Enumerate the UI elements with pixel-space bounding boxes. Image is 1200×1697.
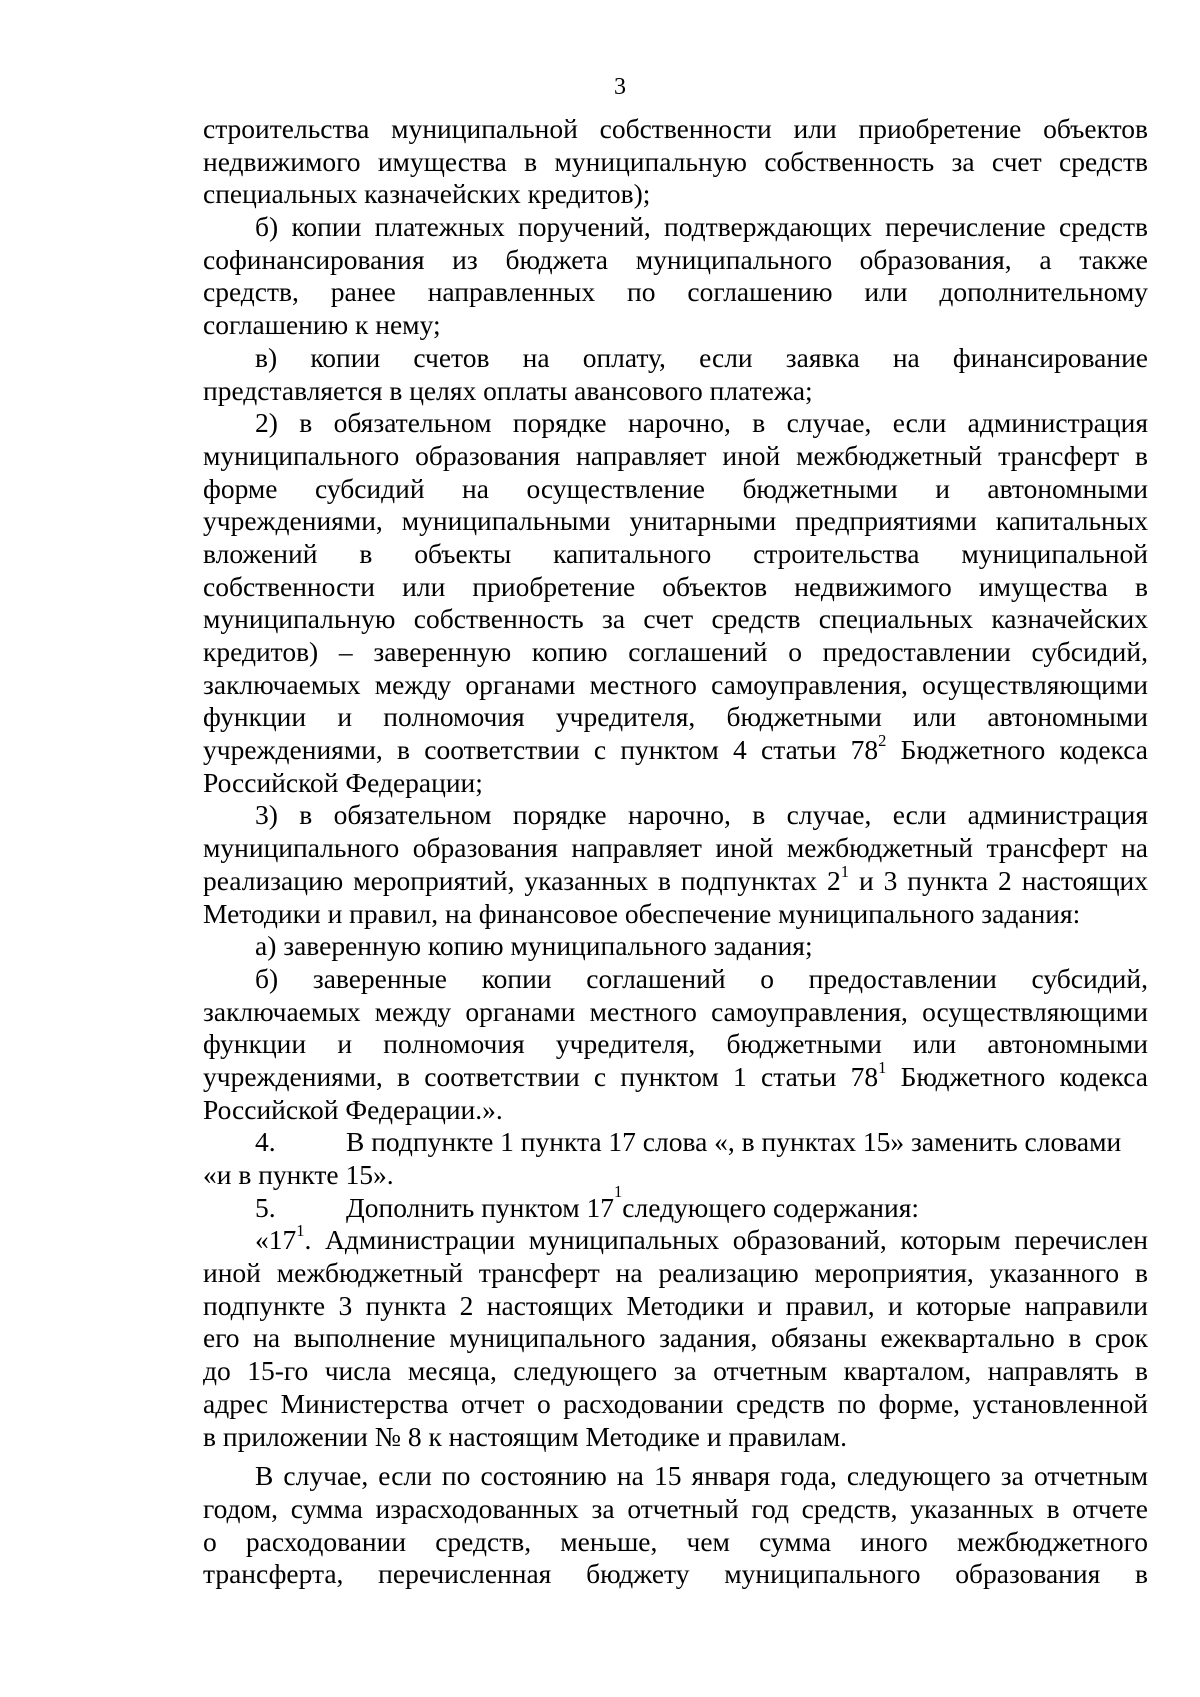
text-line: а) заверенную копию муниципального задания; <box>255 930 813 962</box>
text-line: до 15-го числа месяца, следующего за отчетным кварталом, направлять в <box>203 1355 1148 1387</box>
superscript: 1 <box>878 1057 887 1077</box>
text-line: Российской Федерации; <box>203 766 483 798</box>
text-line: учреждениями, муниципальными унитарными предприятиями капитальных <box>203 505 1148 537</box>
text-line: в приложении № 8 к настоящим Методике и правилам. <box>203 1420 848 1452</box>
text-line: средств, ранее направленных по соглашению или дополнительному <box>203 276 1148 308</box>
item-number: 5. <box>255 1191 276 1223</box>
numbered-item-4: 4. В подпункте 1 пункта 17 слова «, в пунктах 15» заменить словами <box>255 1126 1122 1158</box>
text-line: «и в пункте 15». <box>203 1159 394 1190</box>
text-line: собственности или приобретение объектов недвижимого имущества в <box>203 570 1148 602</box>
text-line: софинансирования из бюджета муниципального образования, а также <box>203 243 1148 275</box>
text-line: в) копии счетов на оплату, если заявка на финансирование <box>255 341 1148 373</box>
text-line: функции и полномочия учредителя, бюджетными или автономными <box>203 1028 1148 1060</box>
superscript: 1 <box>614 1181 623 1201</box>
text-line: представляется в целях оплаты авансового платежа; <box>203 374 813 406</box>
text-line-with-superscript: «$17^1$. Администрации муниципальных образований, которым перечислен <box>255 1221 1148 1256</box>
text-line: б) заверенные копии соглашений о предоставлении субсидий, <box>255 962 1148 994</box>
text-line: б) копии платежных поручений, подтверждающих перечисление средств <box>255 211 1148 243</box>
text-line: соглашению к нему; <box>203 309 441 341</box>
text-line: муниципального образования направляет иной межбюджетный трансферт на <box>203 832 1148 864</box>
text-line: строительства муниципальной собственности или приобретение объектов <box>203 113 1148 144</box>
text-line: его на выполнение муниципального задания, обязаны ежеквартально в срок <box>203 1322 1148 1354</box>
superscript: 1 <box>840 861 849 881</box>
text-line: иной межбюджетный трансферт на реализацию мероприятия, указанного в <box>203 1257 1148 1289</box>
superscript: 2 <box>878 730 887 750</box>
text-line: муниципальную собственность за счет средств специальных казначейских <box>203 603 1148 635</box>
text-line: 3) в обязательном порядке нарочно, в случае, если администрация <box>255 799 1148 831</box>
text-line: функции и полномочия учредителя, бюджетными или автономными <box>203 701 1148 733</box>
numbered-item-5: 5. Дополнить пунктом 17 1 следующего содержания: <box>255 1181 919 1223</box>
text-line: 2) в обязательном порядке нарочно, в случае, если администрация <box>255 407 1148 439</box>
text-line: вложений в объекты капитального строительства муниципальной <box>203 537 1148 569</box>
text-line: недвижимого имущества в муниципальную собственность за счет средств <box>203 145 1148 177</box>
text-line-with-superscript: реализацию мероприятий, указанных в подпунктах $2^1$ и 3 пункта 2 настоящих <box>203 861 1148 896</box>
text-line: В случае, если по состоянию на 15 января года, следующего за отчетным <box>255 1460 1148 1492</box>
text-line: специальных казначейских кредитов); <box>203 178 651 210</box>
text-line-with-superscript: учреждениями, в соответствии с пунктом 1 статьи $78^1$ Бюджетного кодекса <box>203 1057 1148 1092</box>
text-line: Методики и правил, на финансовое обеспечение муниципального задания: <box>203 897 1081 929</box>
text-line: о расходовании средств, меньше, чем сумма иного межбюджетного <box>203 1525 1148 1557</box>
text-line: заключаемых между органами местного самоуправления, осуществляющими <box>203 995 1148 1027</box>
text-line: кредитов) – заверенную копию соглашений о предоставлении субсидий, <box>203 636 1148 667</box>
document-body <box>203 113 1148 1591</box>
page-number: 3 <box>614 74 626 100</box>
text-line: адрес Министерства отчет о расходовании средств по форме, установленной <box>203 1387 1148 1419</box>
text-line: муниципального образования направляет иной межбюджетный трансферт в <box>203 439 1148 471</box>
text-line-with-superscript: учреждениями, в соответствии с пунктом 4 статьи $78^2$ Бюджетного кодекса <box>203 730 1148 766</box>
text-line: годом, сумма израсходованных за отчетный год средств, указанных в отчете <box>203 1492 1148 1524</box>
superscript: 1 <box>296 1221 305 1241</box>
text-line: трансферта, перечисленная бюджету муниципального образования в <box>203 1558 1148 1590</box>
text-line: форме субсидий на осуществление бюджетными и автономными <box>203 472 1148 504</box>
text-line: Российской Федерации.». <box>203 1093 503 1125</box>
text-line: подпункте 3 пункта 2 настоящих Методики и правил, и которые направили <box>203 1289 1148 1321</box>
item-number: 4. <box>255 1126 276 1158</box>
text-line: заключаемых между органами местного самоуправления, осуществляющими <box>203 668 1148 700</box>
